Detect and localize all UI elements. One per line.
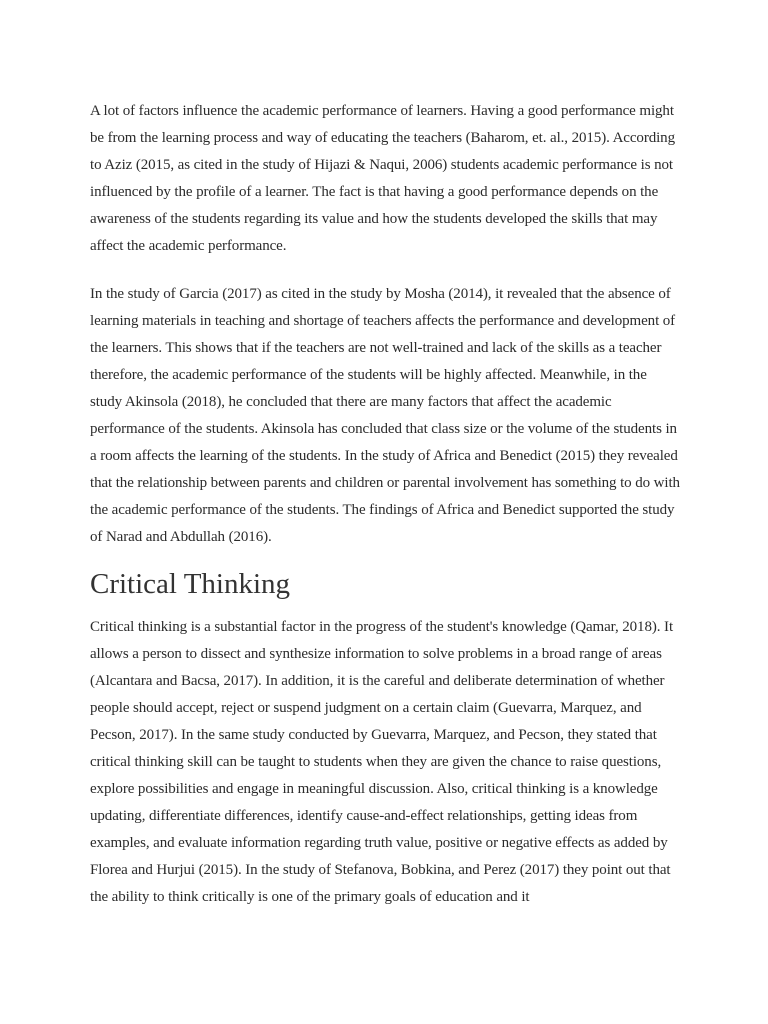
section-heading-critical-thinking: Critical Thinking [90, 567, 291, 600]
paragraph-academic-factors: A lot of factors influence the academic performance of learners. Having a good performance might be from the learning process and way of educating the teachers (Baharom, et. al., 2015). According to Aziz (2015, as cited in the study of Hijazi & Naqui, 2006) students academic performance is not influenced by the profile of a learner. The fact is that having a good performance depends on the awareness of the students regarding its value and how the students developed the skills that may affect the academic performance. [90, 103, 675, 255]
paragraph-critical-thinking: Critical thinking is a substantial factor in the progress of the student's knowledge (Qamar, 2018). It allows a person to dissect and synthesize information to solve problems in a broad range of areas (Alcantara and Bacsa, 2017). In addition, it is the careful and deliberate determination of whether people should accept, reject or suspend judgment on a certain claim (Guevarra, Marquez, and Pecson, 2017). In the same study conducted by Guevarra, Marquez, and Pecson, they stated that critical thinking skill can be taught to students when they are given the chance to raise questions, explore possibilities and engage in meaningful discussion. Also, critical thinking is a knowledge updating, differentiate differences, identify cause-and-effect relationships, getting ideas from examples, and evaluate information regarding truth value, positive or negative effects as added by Florea and Hurjui (2015). In the study of Stefanova, Bobkina, and Perez (2017) they point out that the ability to think critically is one of the primary goals of education and it [90, 618, 674, 906]
paragraph-learning-materials: In the study of Garcia (2017) as cited in the study by Mosha (2014), it revealed that the absence of learning materials in teaching and shortage of teachers affects the performance and development of the learners. This shows that if the teachers are not well-trained and lack of the skills as a teacher therefore, the academic performance of the students will be highly affected. Meanwhile, in the study Akinsola (2018), he concluded that there are many factors that affect the academic performance of the students. Akinsola has concluded that class size or the volume of the students in a room affects the learning of the students. In the study of Africa and Benedict (2015) they revealed that the relationship between parents and children or parental involvement has something to do with the academic performance of the students. The findings of Africa and Benedict supported the study of Narad and Abdullah (2016). [90, 285, 680, 546]
document-page [90, 98, 680, 912]
